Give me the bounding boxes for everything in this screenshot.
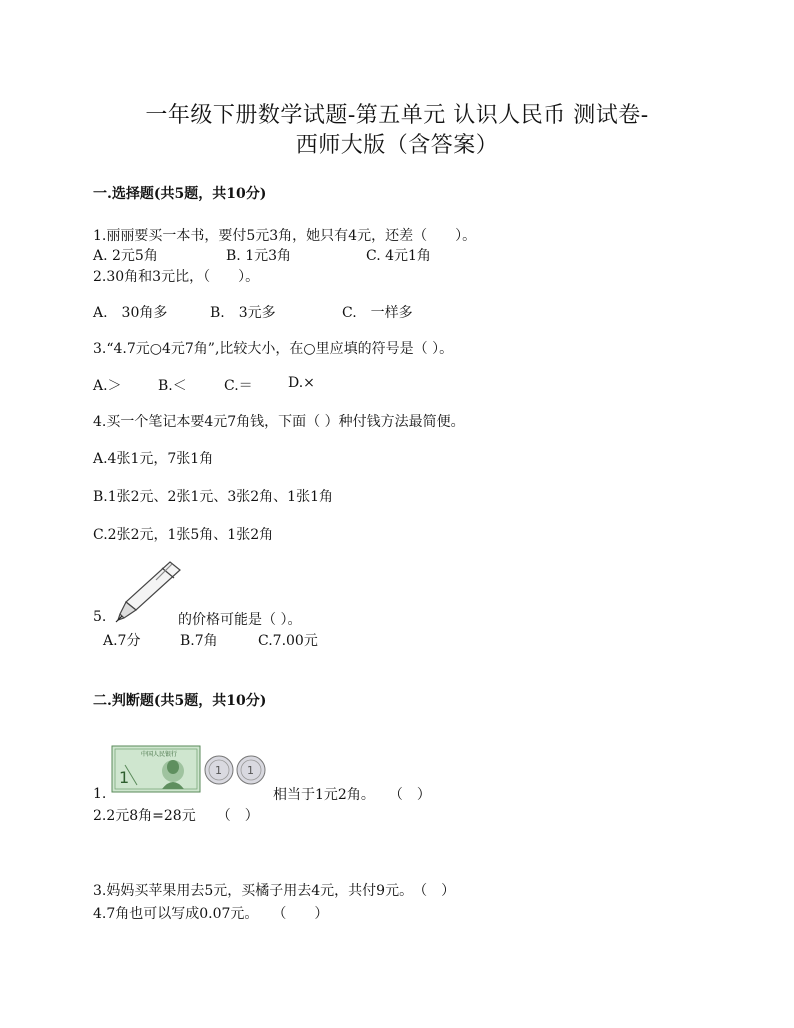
- one-yuan-banknote-icon: [111, 745, 201, 793]
- q3-option-b: B.＜: [158, 378, 187, 394]
- question-1: 1.丽丽要买一本书，要付5元3角，她只有4元，还差（ ）。: [93, 228, 477, 244]
- question-2: 2.30角和3元比，（ ）。: [93, 269, 260, 285]
- q1-option-b: B. 1元3角: [226, 248, 292, 264]
- q3-option-a: A.＞: [93, 378, 122, 394]
- judge-question-1-number: 1.: [93, 786, 107, 802]
- doc-title-line1: 一年级下册数学试题-第五单元 认识人民币 测试卷-: [145, 103, 649, 128]
- judge-question-3: 3.妈妈买苹果用去5元，买橘子用去4元，共付9元。 （ ）: [93, 883, 456, 899]
- q5-option-c: C.7.00元: [258, 633, 318, 649]
- q4-option-c: C.2张2元，1张5角、1张2角: [93, 527, 274, 543]
- judge-question-1: 相当于1元2角。 （ ）: [273, 787, 431, 803]
- q1-option-c: C. 4元1角: [366, 248, 431, 264]
- q5-option-b: B.7角: [180, 633, 218, 649]
- judge-question-4: 4.7角也可以写成0.07元。 （ ）: [93, 906, 329, 922]
- coin-icon: [204, 755, 234, 785]
- fountain-pen-icon: [112, 558, 184, 624]
- coin-icon: [236, 755, 266, 785]
- q5-option-a: A.7分: [103, 633, 141, 649]
- q4-option-b: B.1张2元、2张1元、3张2角、1张1角: [93, 489, 333, 505]
- section-heading-choice: 一.选择题(共5题，共10分): [93, 186, 267, 202]
- svg-text:1: 1: [247, 764, 254, 777]
- q2-option-b: B. 3元多: [210, 305, 276, 321]
- q3-option-d: D.×: [288, 375, 315, 391]
- doc-title-line2: 西师大版（含答案）: [295, 133, 499, 158]
- q2-option-a: A. 30角多: [93, 305, 168, 321]
- q2-option-c: C. 一样多: [342, 305, 413, 321]
- svg-text:1: 1: [215, 764, 222, 777]
- judge-question-2: 2.2元8角=28元 （ ）: [93, 808, 259, 824]
- q1-option-a: A. 2元5角: [93, 248, 158, 264]
- question-3: 3.“4.7元○4元7角”,比较大小，在○里应填的符号是（ ）。: [93, 341, 454, 357]
- q3-option-c: C.＝: [224, 378, 253, 394]
- question-4: 4.买一个笔记本要4元7角钱，下面（ ）种付钱方法最简便。: [93, 414, 465, 430]
- question-5: 的价格可能是（ ）。: [178, 612, 302, 628]
- section-heading-judge: 二.判断题(共5题，共10分): [93, 693, 267, 709]
- svg-text:中国人民银行: 中国人民银行: [141, 751, 178, 758]
- svg-text:1: 1: [119, 768, 130, 787]
- q4-option-a: A.4张1元，7张1角: [93, 451, 214, 467]
- question-5-number: 5.: [93, 609, 107, 625]
